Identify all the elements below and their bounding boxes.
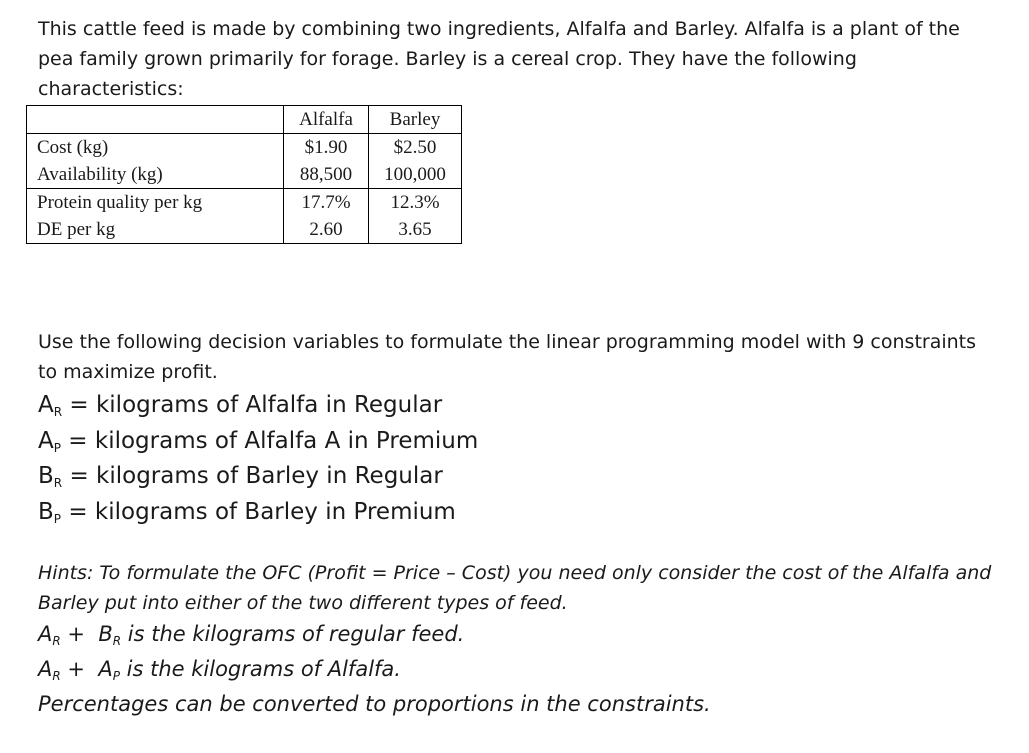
variable-symbol: B [38, 463, 54, 489]
variable-symbol: B [38, 498, 54, 525]
intro-paragraph [38, 14, 998, 104]
row-label: Cost (kg) [27, 134, 284, 162]
variable-row [38, 495, 478, 531]
cell-alfalfa-cost: $1.90 [284, 134, 369, 162]
header-barley: Barley [369, 106, 462, 134]
header-alfalfa: Alfalfa [284, 106, 369, 134]
cell-barley-cost: $2.50 [369, 134, 462, 162]
variable-row [38, 424, 478, 460]
variable-description: = kilograms of Alfalfa in Regular [69, 392, 443, 418]
decision-variables-list [38, 388, 478, 530]
variable-subscript: P [53, 511, 62, 526]
instructions-paragraph [38, 327, 998, 387]
hint-alfalfa: AR + AP is the kilograms of Alfalfa. [38, 657, 401, 683]
variable-symbol: A [38, 392, 54, 418]
cell-barley-availability: 100,000 [369, 161, 462, 189]
table-row-protein [27, 189, 462, 217]
cell-alfalfa-de: 2.60 [284, 216, 369, 244]
hints-text: Hints: To formulate the OFC (Profit = Price – Cost) you need only consider the cost of the Alfalfa and Barley put into either of the two different types of feed. [38, 562, 992, 614]
variable-description: = kilograms of Alfalfa A in Premium [68, 427, 479, 454]
instructions-text: Use the following decision variables to formulate the linear programming model with 9 constraints to maximize profit. [38, 331, 977, 383]
hints-section [38, 558, 998, 720]
variable-description: = kilograms of Barley in Regular [69, 463, 443, 489]
variable-row [38, 388, 478, 424]
variable-subscript: P [53, 440, 61, 455]
intro-text: This cattle feed is made by combining two ingredients, Alfalfa and Barley. Alfalfa is a plant of the pea family grown primarily for forage. Barley is a cereal crop. They have the following characteristics: [38, 18, 960, 100]
cell-alfalfa-availability: 88,500 [284, 161, 369, 189]
table-row-availability [27, 161, 462, 189]
variable-subscript: R [53, 476, 63, 490]
table-header-row [27, 106, 462, 134]
variable-symbol: A [38, 427, 54, 454]
table-row-cost [27, 134, 462, 162]
cell-alfalfa-protein: 17.7% [284, 189, 369, 217]
variable-row [38, 459, 478, 495]
row-label: DE per kg [27, 216, 284, 244]
cell-barley-protein: 12.3% [369, 189, 462, 217]
header-empty-cell [27, 106, 284, 134]
row-label: Availability (kg) [27, 161, 284, 189]
hint-percentages: Percentages can be converted to proportions in the constraints. [38, 692, 711, 716]
hint-regular-feed: AR + BR is the kilograms of regular feed. [38, 622, 465, 648]
table-row-de [27, 216, 462, 244]
cell-barley-de: 3.65 [369, 216, 462, 244]
characteristics-table [26, 105, 462, 244]
variable-description: = kilograms of Barley in Premium [68, 498, 456, 525]
row-label: Protein quality per kg [27, 189, 284, 217]
variable-subscript: R [53, 405, 63, 419]
